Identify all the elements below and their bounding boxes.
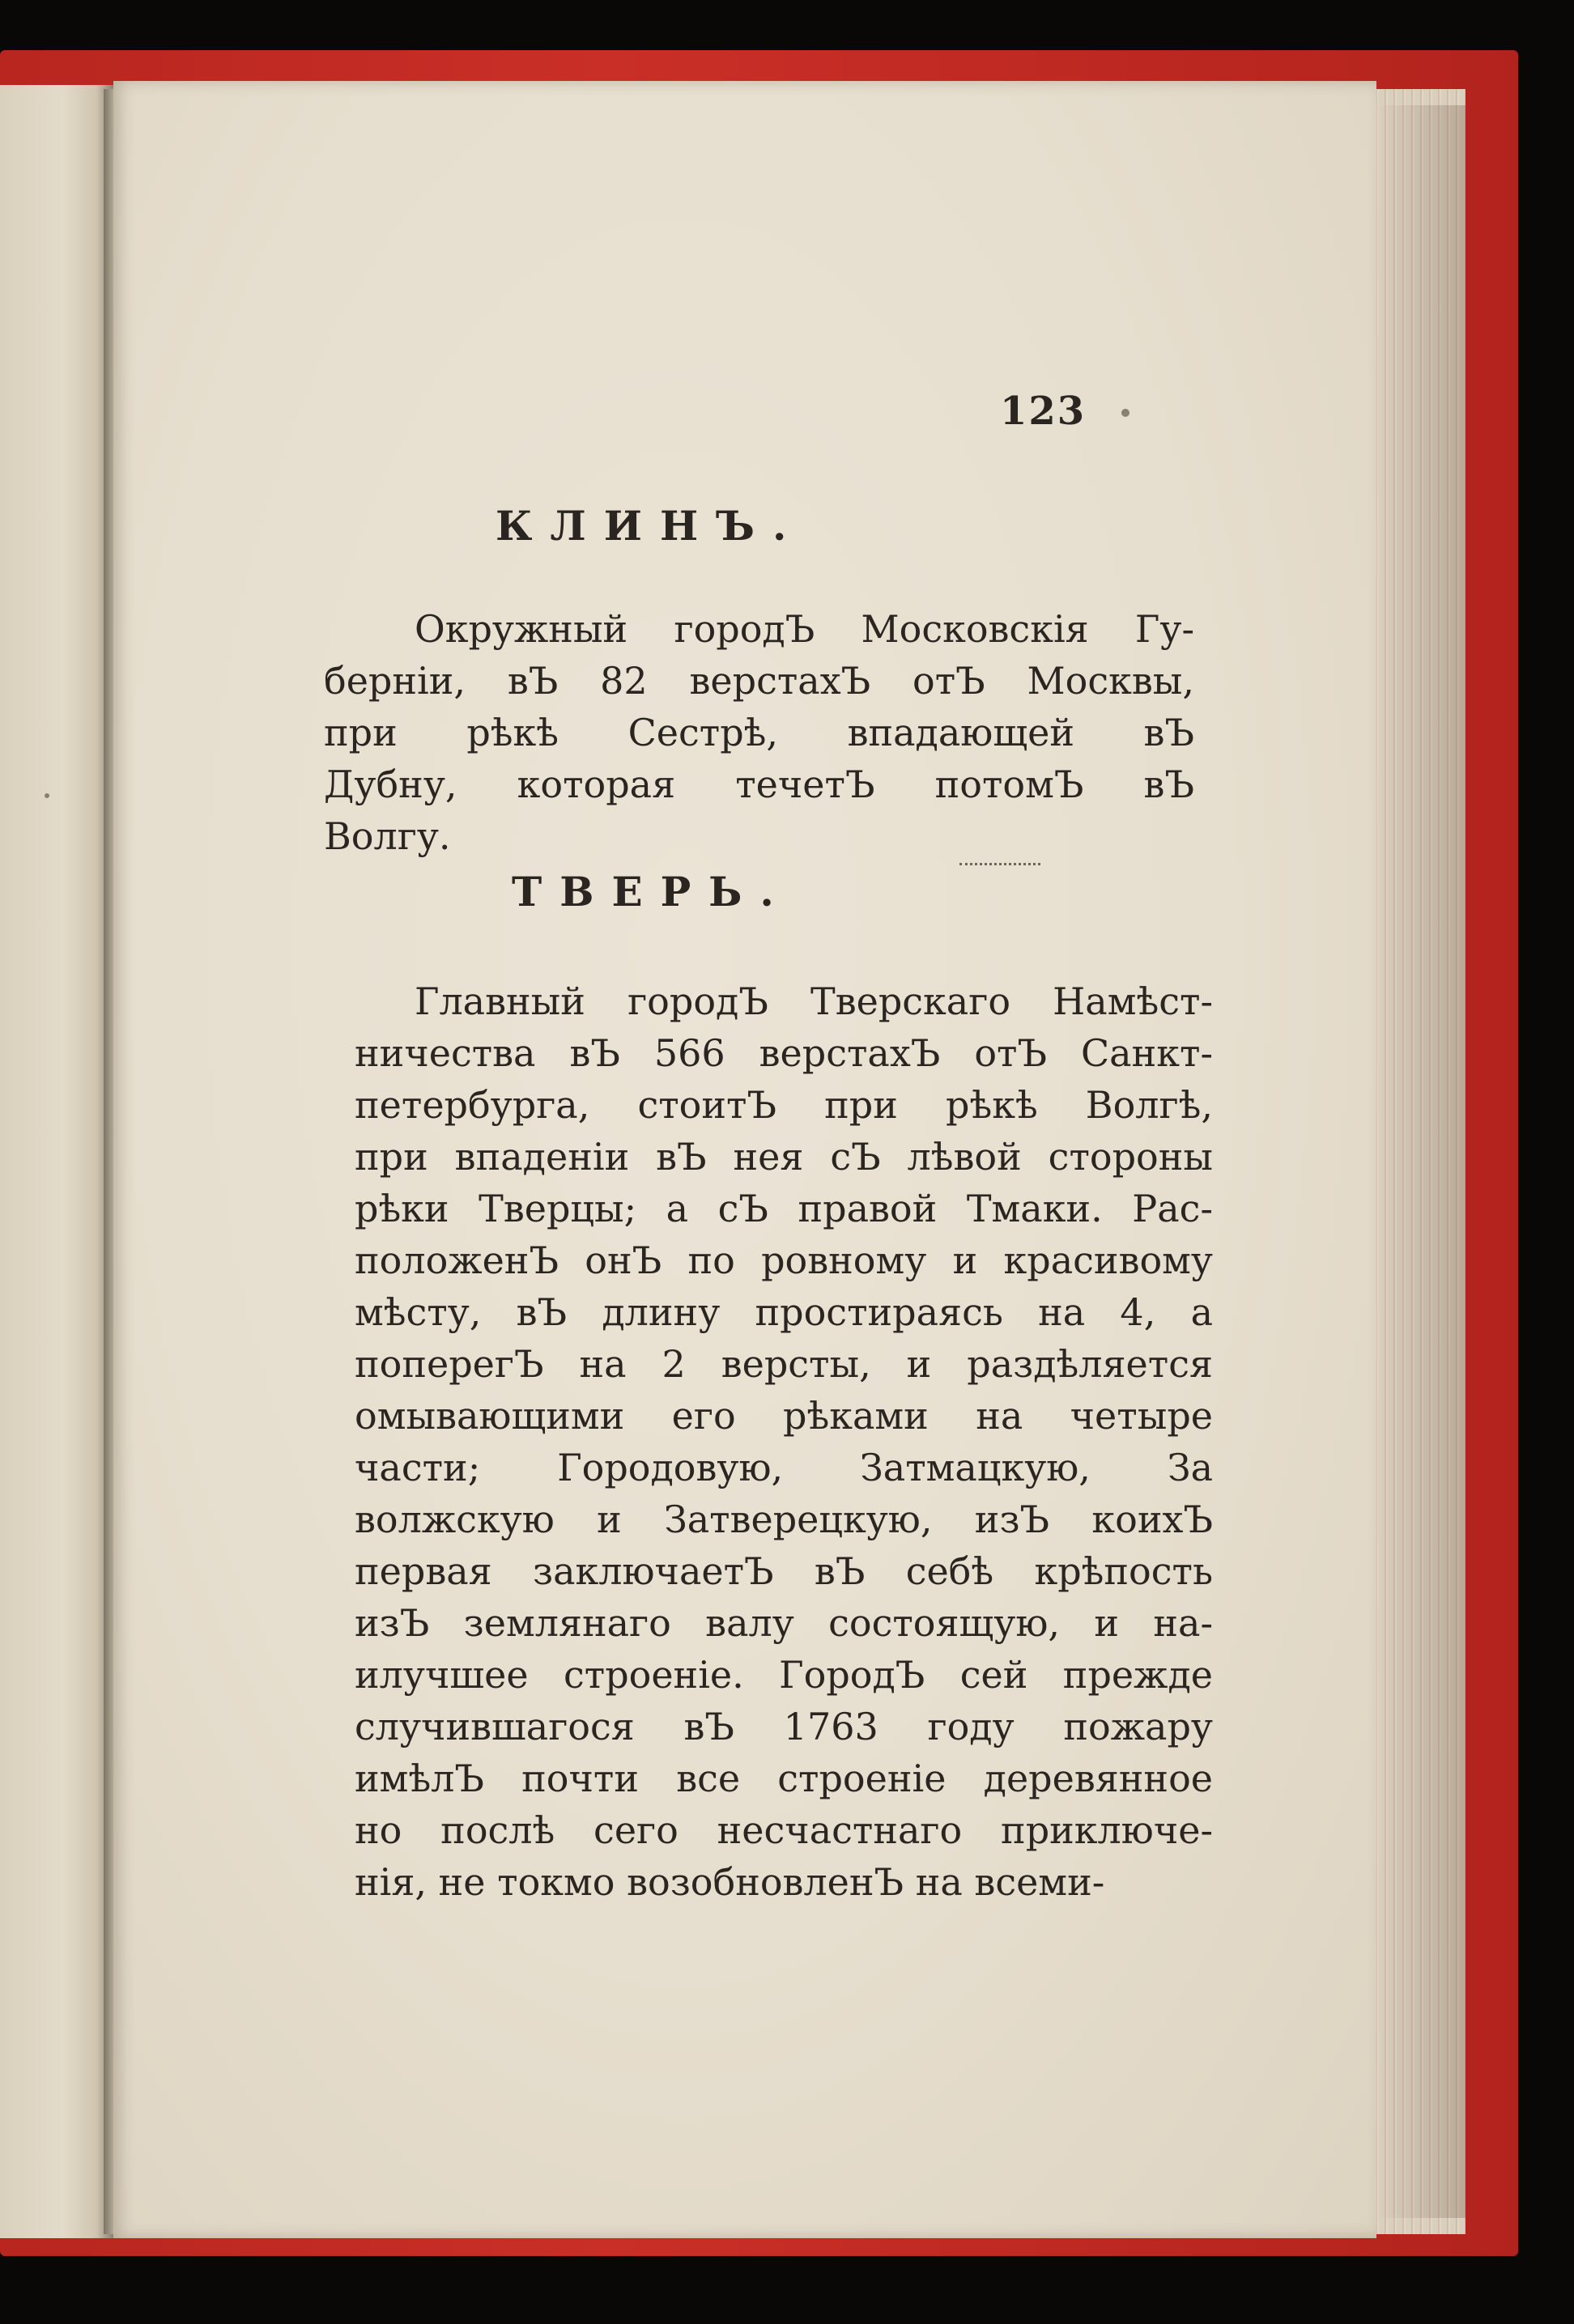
text-line: Волгу. — [324, 814, 451, 858]
text-line: случившагося вЪ 1763 году пожару — [355, 1705, 1213, 1748]
text-line: омывающими его рѣками на четыре — [355, 1394, 1213, 1438]
text-line: Окружный городЪ Московскія Гу- — [415, 607, 1194, 651]
section-heading-klin: КЛИНЪ. — [496, 502, 805, 550]
text-line: рѣки Тверцы; а сЪ правой Тмаки. Рас- — [355, 1187, 1213, 1230]
text-line: Главный городЪ Тверскаго Намѣст- — [415, 979, 1213, 1023]
section-body-tver — [355, 975, 1213, 1908]
text-line: ничества вЪ 566 верстахЪ отЪ Санкт- — [355, 1031, 1213, 1075]
text-line: мѣсту, вЪ длину простираясь на 4, а — [355, 1290, 1213, 1334]
text-line: поперегЪ на 2 версты, и раздѣляется — [355, 1342, 1213, 1386]
text-line: изЪ землянаго валу состоящую, и на- — [355, 1601, 1213, 1645]
text-line: берніи, вЪ 82 верстахЪ отЪ Москвы, — [324, 659, 1194, 703]
page-number: 123 — [1000, 389, 1087, 434]
text-line: волжскую и Затверецкую, изЪ коихЪ — [355, 1498, 1213, 1541]
text-line: илучшее строеніе. ГородЪ сей прежде — [355, 1653, 1213, 1697]
text-line: первая заключаетЪ вЪ себѣ крѣпость — [355, 1549, 1213, 1593]
section-heading-tver: ТВЕРЬ. — [512, 868, 792, 916]
ornament-rule — [959, 856, 1040, 865]
text-line: при впаденіи вЪ нея сЪ лѣвой стороны — [355, 1135, 1213, 1179]
text-line: петербурга, стоитЪ при рѣкѣ Волгѣ, — [355, 1083, 1213, 1127]
paper-speck — [1121, 409, 1129, 417]
section-body-klin — [324, 603, 1194, 862]
text-line: но послѣ сего несчастнаго приключе- — [355, 1808, 1213, 1852]
page-edge-shadow — [1376, 105, 1466, 2218]
text-line: при рѣкѣ Сестрѣ, впадающей вЪ — [324, 711, 1194, 754]
text-line: части; Городовую, Затмацкую, За — [355, 1446, 1213, 1489]
text-line: положенЪ онЪ по ровному и красивому — [355, 1238, 1213, 1282]
text-line: нія, не токмо возобновленЪ на всеми- — [355, 1860, 1105, 1904]
text-line: Дубну, которая течетЪ потомЪ вЪ — [324, 763, 1194, 806]
text-line: имѣлЪ почти все строеніе деревянное — [355, 1757, 1213, 1800]
paper-speck — [45, 793, 49, 798]
book-page — [113, 81, 1376, 2238]
left-page-edge — [0, 85, 113, 2238]
